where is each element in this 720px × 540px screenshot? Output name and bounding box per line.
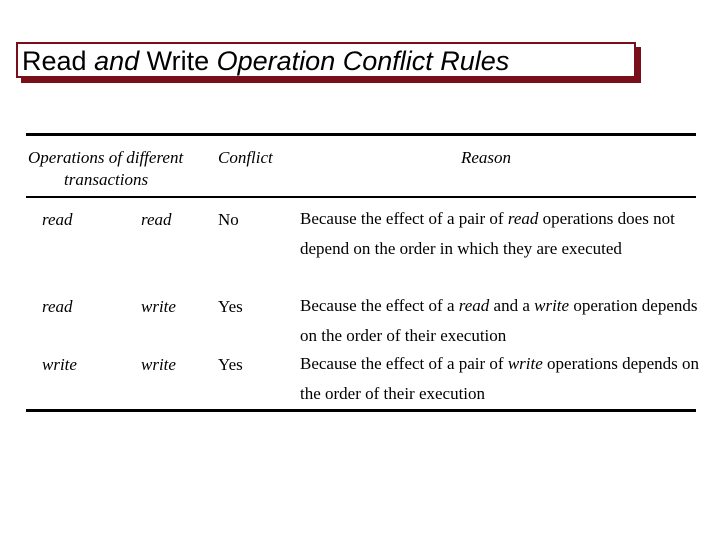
row1-conflict: No xyxy=(218,210,239,229)
table-top-rule xyxy=(26,133,696,136)
row3-op2: write xyxy=(141,355,176,374)
title-part-1: Read xyxy=(22,46,95,76)
row3-reason-a: Because the effect of a pair of xyxy=(300,354,508,373)
row2-reason xyxy=(300,291,700,350)
row2-reason-d: write xyxy=(534,296,570,315)
row1-op2: read xyxy=(141,210,172,229)
row2-reason-c: and a xyxy=(489,296,535,315)
header-operations: Operations of different xyxy=(28,148,184,167)
row2-conflict: Yes xyxy=(218,297,243,316)
slide-title xyxy=(22,45,509,77)
title-part-3: Write xyxy=(139,46,217,76)
title-part-2: and xyxy=(94,46,140,76)
row2-op1: read xyxy=(42,297,73,316)
title-box xyxy=(16,42,636,78)
row3-op1: write xyxy=(42,355,77,374)
header-conflict: Conflict xyxy=(218,148,273,167)
row3-reason-b: write xyxy=(507,354,543,373)
row1-reason-c: operations does not depend on the order in which they are executed xyxy=(300,209,675,258)
row1-op1: read xyxy=(42,210,73,229)
title-part-4: Operation Conflict Rules xyxy=(216,46,510,76)
row1-reason xyxy=(300,204,700,263)
row3-reason xyxy=(300,349,700,408)
row2-reason-e: operation depends on the order of their execution xyxy=(300,296,698,345)
row2-reason-b: read xyxy=(458,296,490,315)
row3-reason-c: operations depends on the order of their execution xyxy=(300,354,700,403)
row3-conflict: Yes xyxy=(218,355,243,374)
row1-reason-a: Because the effect of a pair of xyxy=(300,209,508,228)
table-bottom-rule xyxy=(26,409,696,412)
table-header-rule xyxy=(26,196,696,198)
header-reason: Reason xyxy=(461,148,512,167)
row2-reason-a: Because the effect of a xyxy=(300,296,459,315)
row2-op2: write xyxy=(141,297,176,316)
header-transactions: transactions xyxy=(64,170,149,189)
row1-reason-b: read xyxy=(507,209,539,228)
